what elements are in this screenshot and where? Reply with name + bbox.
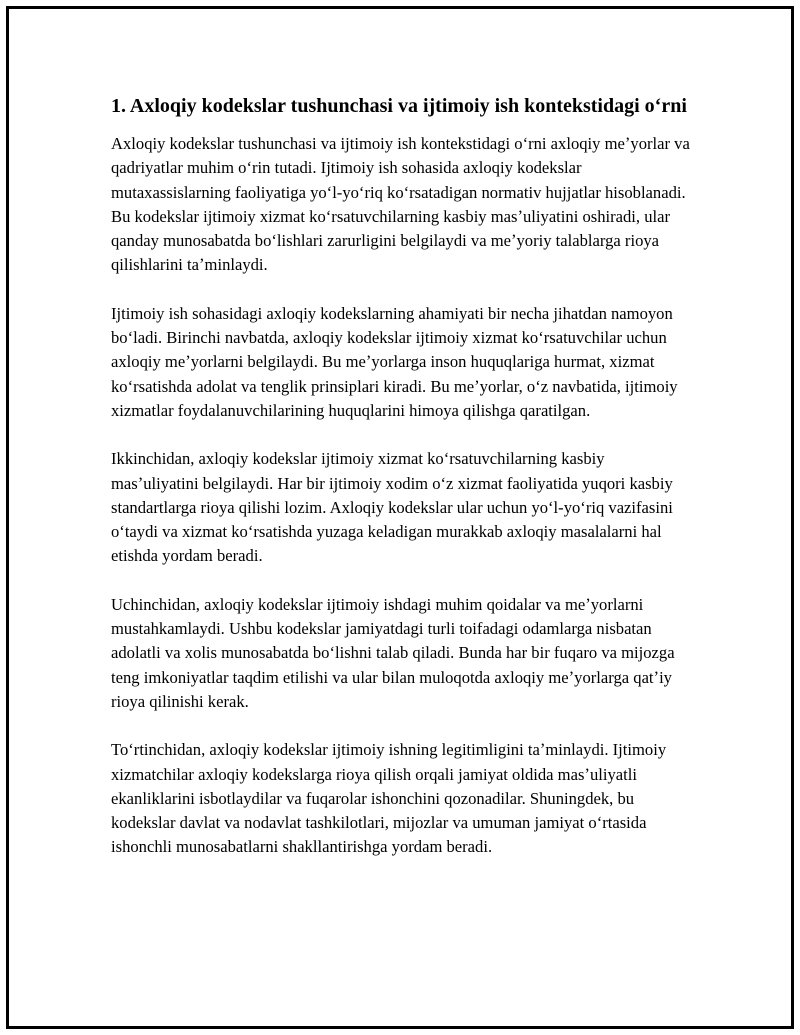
section-heading: 1. Axloqiy kodekslar tushunchasi va ijtimoiy ish kontekstidagi oʻrni <box>111 95 687 117</box>
document-body <box>111 92 691 884</box>
paragraph-5: Toʻrtinchidan, axloqiy kodekslar ijtimoiy ishning legitimligini taʼminlaydi. Ijtimoiy xizmatchilar axloqiy kodekslarga rioya qilish orqali jamiyat oldida masʼuliyatli ekanliklarini isbotlaydilar va fuqarolar ishonchini qozonadilar. Shuningdek, bu kodekslar davlat va nodavlat tashkilotlari, mijozlar va umuman jamiyat oʻrtasida ishonchli munosabatlarni shakllantirishga yordam beradi. <box>111 740 667 857</box>
paragraph-3: Ikkinchidan, axloqiy kodekslar ijtimoiy xizmat koʻrsatuvchilarning kasbiy masʼuliyatini belgilaydi. Har bir ijtimoiy xodim oʻz xizmat faoliyatida yuqori kasbiy standartlarga rioya qilishi lozim. Axloqiy kodekslar ular uchun yoʻl-yoʻriq vazifasini oʻtaydi va xizmat koʻrsatishda yuzaga keladigan murakkab axloqiy masalalarni hal etishda yordam beradi. <box>111 449 673 566</box>
paragraph-2: Ijtimoiy ish sohasidagi axloqiy kodekslarning ahamiyati bir necha jihatdan namoyon boʻladi. Birinchi navbatda, axloqiy kodekslar ijtimoiy xizmat koʻrsatuvchilar uchun axloqiy meʼyorlarni belgilaydi. Bu meʼyorlarga inson huquqlariga hurmat, xizmat koʻrsatishda adolat va tenglik prinsiplari kiradi. Bu meʼyorlar, oʻz navbatida, ijtimoiy xizmatlar foydalanuvchilarining huquqlarini himoya qilishga qaratilgan. <box>111 303 678 420</box>
paragraph-4: Uchinchidan, axloqiy kodekslar ijtimoiy ishdagi muhim qoidalar va meʼyorlarni mustahkamlaydi. Ushbu kodekslar jamiyatdagi turli toifadagi odamlarga nisbatan adolatli va xolis munosabatda boʻlishni talab qiladi. Bunda har bir fuqaro va mijozga teng imkoniyatlar taqdim etilishi va ular bilan muloqotda axloqiy meʼyorlarga qatʼiy rioya qilinishi kerak. <box>111 594 675 711</box>
paragraph-1: Axloqiy kodekslar tushunchasi va ijtimoiy ish kontekstidagi oʻrni axloqiy meʼyorlar va qadriyatlar muhim oʻrin tutadi. Ijtimoiy ish sohasida axloqiy kodekslar mutaxassislarning faoliyatiga yoʻl-yoʻriq koʻrsatadigan normativ hujjatlar hisoblanadi. Bu kodekslar ijtimoiy xizmat koʻrsatuvchilarning kasbiy masʼuliyatini oshiradi, ular qanday munosabatda boʻlishlari zarurligini belgilaydi va meʼyoriy talablarga rioya qilishlarini taʼminlaydi. <box>111 134 690 275</box>
